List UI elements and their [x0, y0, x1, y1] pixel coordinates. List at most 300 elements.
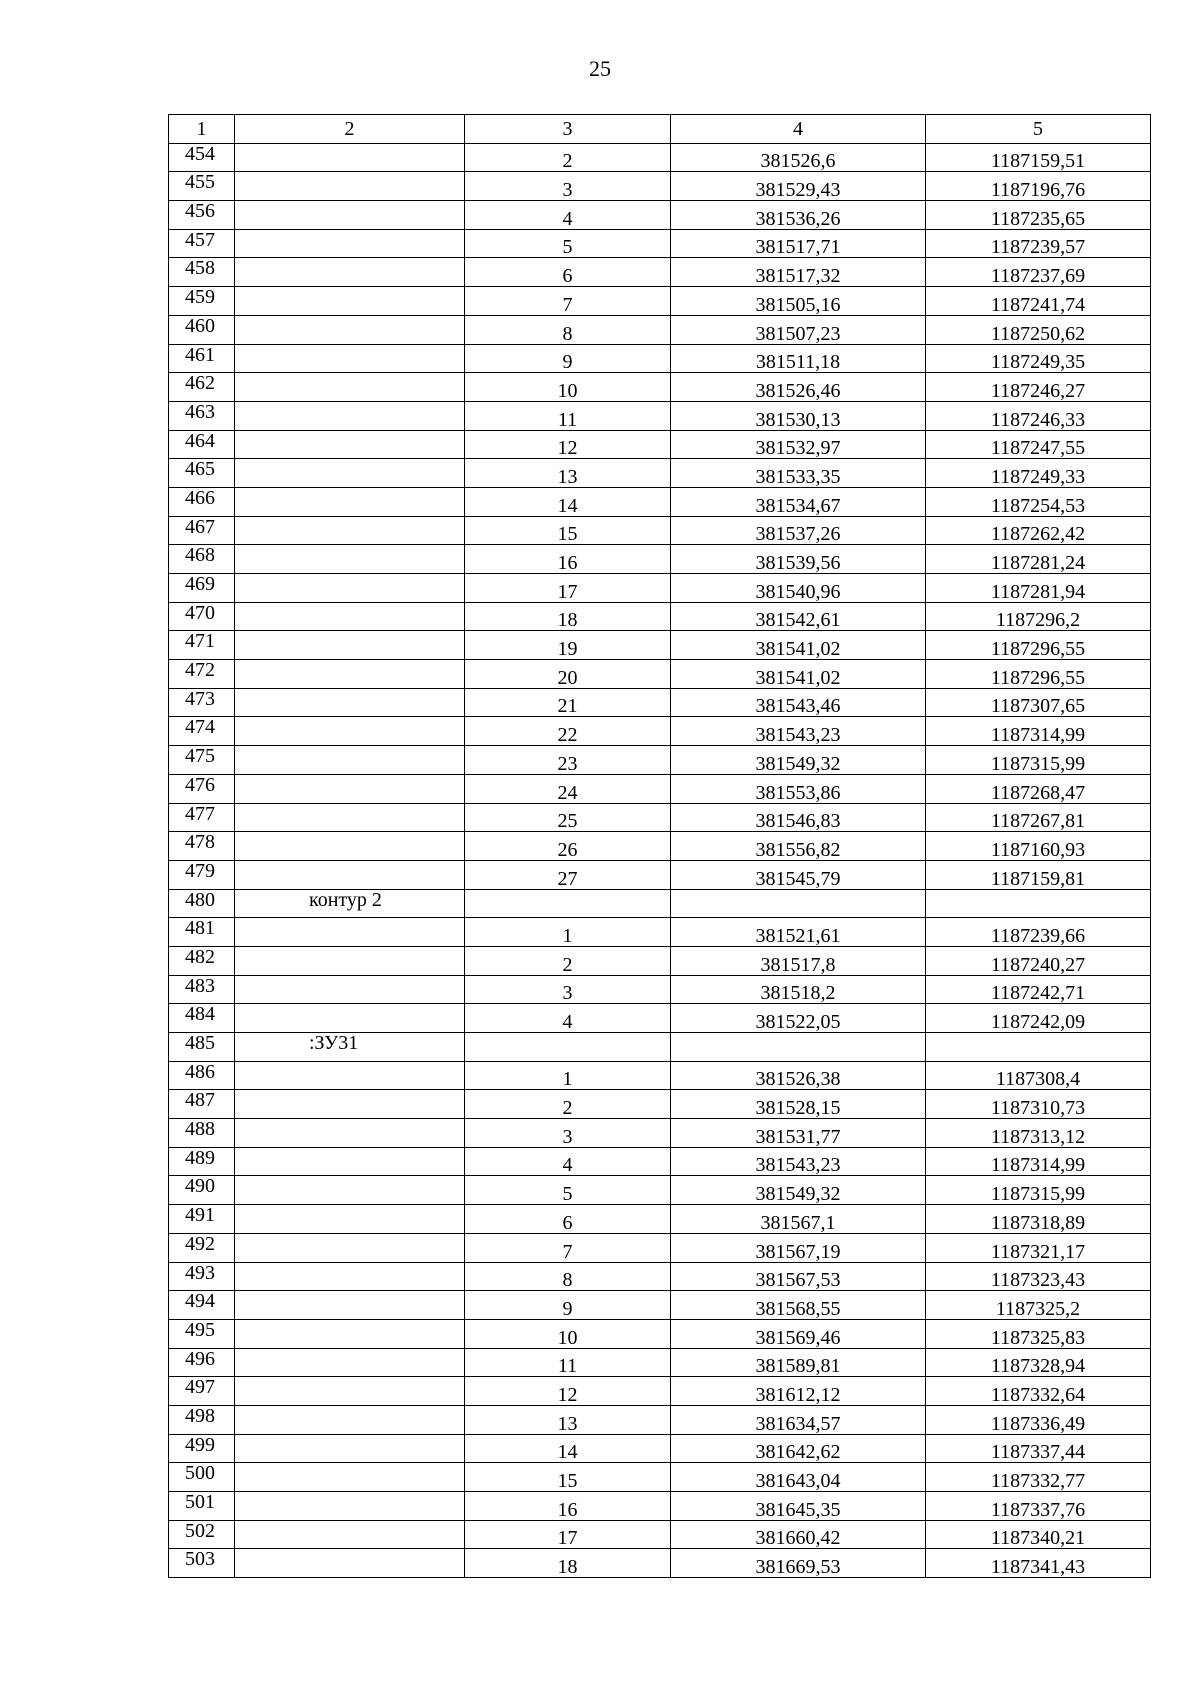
- object-label-cell: [235, 746, 465, 775]
- y-coordinate-cell: 1187239,66: [926, 918, 1151, 947]
- table-row: [169, 143, 1151, 172]
- object-label-cell: [235, 201, 465, 230]
- y-coordinate-cell: [926, 1033, 1151, 1062]
- y-coordinate-cell: 1187247,55: [926, 430, 1151, 459]
- column-header-2: 2: [235, 115, 465, 144]
- row-number-cell: 502: [169, 1520, 235, 1549]
- row-number-cell: 496: [169, 1348, 235, 1377]
- table-row: [169, 774, 1151, 803]
- x-coordinate-cell: 381528,15: [671, 1090, 926, 1119]
- y-coordinate-cell: 1187341,43: [926, 1549, 1151, 1578]
- point-number-cell: 12: [465, 430, 671, 459]
- x-coordinate-cell: [671, 889, 926, 918]
- table-row: [169, 516, 1151, 545]
- point-number-cell: 13: [465, 459, 671, 488]
- y-coordinate-cell: 1187308,4: [926, 1061, 1151, 1090]
- y-coordinate-cell: 1187296,55: [926, 631, 1151, 660]
- point-number-cell: 9: [465, 1291, 671, 1320]
- object-label-cell: :ЗУ31: [235, 1033, 465, 1062]
- table-row: [169, 545, 1151, 574]
- table-row: [169, 315, 1151, 344]
- y-coordinate-cell: 1187196,76: [926, 172, 1151, 201]
- table-row: [169, 1319, 1151, 1348]
- row-number-cell: 461: [169, 344, 235, 373]
- table-row: [169, 946, 1151, 975]
- table-row: [169, 1492, 1151, 1521]
- point-number-cell: 14: [465, 1434, 671, 1463]
- row-number-cell: 495: [169, 1319, 235, 1348]
- row-number-cell: 454: [169, 143, 235, 172]
- point-number-cell: 25: [465, 803, 671, 832]
- x-coordinate-cell: 381536,26: [671, 201, 926, 230]
- y-coordinate-cell: 1187332,77: [926, 1463, 1151, 1492]
- object-label-cell: [235, 430, 465, 459]
- point-number-cell: [465, 889, 671, 918]
- header-row: [169, 115, 1151, 144]
- point-number-cell: [465, 1033, 671, 1062]
- object-label-cell: [235, 401, 465, 430]
- x-coordinate-cell: 381507,23: [671, 315, 926, 344]
- row-number-cell: 478: [169, 832, 235, 861]
- row-number-cell: 467: [169, 516, 235, 545]
- row-number-cell: 457: [169, 229, 235, 258]
- row-number-cell: 493: [169, 1262, 235, 1291]
- row-number-cell: 498: [169, 1405, 235, 1434]
- table-row: [169, 832, 1151, 861]
- table-row: [169, 1348, 1151, 1377]
- column-header-3: 3: [465, 115, 671, 144]
- y-coordinate-cell: 1187246,33: [926, 401, 1151, 430]
- column-header-5: 5: [926, 115, 1151, 144]
- y-coordinate-cell: 1187328,94: [926, 1348, 1151, 1377]
- row-number-cell: 491: [169, 1205, 235, 1234]
- table-row: [169, 1205, 1151, 1234]
- point-number-cell: 17: [465, 1520, 671, 1549]
- row-number-cell: 480: [169, 889, 235, 918]
- row-number-cell: 460: [169, 315, 235, 344]
- object-label-cell: [235, 574, 465, 603]
- x-coordinate-cell: 381518,2: [671, 975, 926, 1004]
- y-coordinate-cell: 1187337,44: [926, 1434, 1151, 1463]
- object-label-cell: [235, 1463, 465, 1492]
- table-row: [169, 688, 1151, 717]
- table-row: [169, 1463, 1151, 1492]
- x-coordinate-cell: 381645,35: [671, 1492, 926, 1521]
- point-number-cell: 17: [465, 574, 671, 603]
- coordinates-table: [168, 114, 1151, 1578]
- object-label-cell: [235, 975, 465, 1004]
- row-number-cell: 503: [169, 1549, 235, 1578]
- row-number-cell: 492: [169, 1233, 235, 1262]
- x-coordinate-cell: 381541,02: [671, 660, 926, 689]
- table-row: [169, 574, 1151, 603]
- x-coordinate-cell: 381545,79: [671, 860, 926, 889]
- x-coordinate-cell: 381517,8: [671, 946, 926, 975]
- point-number-cell: 3: [465, 172, 671, 201]
- row-number-cell: 474: [169, 717, 235, 746]
- row-number-cell: 501: [169, 1492, 235, 1521]
- table-row: [169, 258, 1151, 287]
- object-label-cell: [235, 602, 465, 631]
- point-number-cell: 23: [465, 746, 671, 775]
- object-label-cell: [235, 832, 465, 861]
- row-number-cell: 475: [169, 746, 235, 775]
- table-body: [169, 143, 1151, 1577]
- x-coordinate-cell: 381634,57: [671, 1405, 926, 1434]
- point-number-cell: 24: [465, 774, 671, 803]
- object-label-cell: [235, 946, 465, 975]
- point-number-cell: 19: [465, 631, 671, 660]
- y-coordinate-cell: 1187296,2: [926, 602, 1151, 631]
- object-label-cell: [235, 1119, 465, 1148]
- row-number-cell: 479: [169, 860, 235, 889]
- object-label-cell: [235, 1262, 465, 1291]
- point-number-cell: 1: [465, 1061, 671, 1090]
- table-row: [169, 401, 1151, 430]
- object-label-cell: [235, 860, 465, 889]
- table-row: [169, 1233, 1151, 1262]
- x-coordinate-cell: 381556,82: [671, 832, 926, 861]
- table-row: [169, 201, 1151, 230]
- object-label-cell: [235, 1233, 465, 1262]
- object-label-cell: [235, 373, 465, 402]
- x-coordinate-cell: 381660,42: [671, 1520, 926, 1549]
- row-number-cell: 463: [169, 401, 235, 430]
- table-row: [169, 631, 1151, 660]
- table-row: [169, 430, 1151, 459]
- y-coordinate-cell: 1187242,71: [926, 975, 1151, 1004]
- object-label-cell: [235, 459, 465, 488]
- table-row: [169, 975, 1151, 1004]
- y-coordinate-cell: 1187239,57: [926, 229, 1151, 258]
- y-coordinate-cell: 1187332,64: [926, 1377, 1151, 1406]
- point-number-cell: 12: [465, 1377, 671, 1406]
- y-coordinate-cell: 1187268,47: [926, 774, 1151, 803]
- table-row: [169, 1061, 1151, 1090]
- table-row: [169, 1520, 1151, 1549]
- point-number-cell: 14: [465, 487, 671, 516]
- row-number-cell: 490: [169, 1176, 235, 1205]
- table-row: [169, 860, 1151, 889]
- table-row: [169, 746, 1151, 775]
- row-number-cell: 481: [169, 918, 235, 947]
- row-number-cell: 489: [169, 1147, 235, 1176]
- row-number-cell: 458: [169, 258, 235, 287]
- object-label-cell: [235, 258, 465, 287]
- point-number-cell: 16: [465, 1492, 671, 1521]
- point-number-cell: 4: [465, 1147, 671, 1176]
- row-number-cell: 456: [169, 201, 235, 230]
- object-label-cell: [235, 1205, 465, 1234]
- object-label-cell: [235, 1061, 465, 1090]
- y-coordinate-cell: 1187250,62: [926, 315, 1151, 344]
- object-label-cell: [235, 688, 465, 717]
- point-number-cell: 4: [465, 1004, 671, 1033]
- point-number-cell: 15: [465, 516, 671, 545]
- point-number-cell: 5: [465, 1176, 671, 1205]
- table-row: [169, 287, 1151, 316]
- y-coordinate-cell: 1187160,93: [926, 832, 1151, 861]
- object-label-cell: [235, 918, 465, 947]
- table-row: [169, 1405, 1151, 1434]
- point-number-cell: 16: [465, 545, 671, 574]
- row-number-cell: 483: [169, 975, 235, 1004]
- row-number-cell: 465: [169, 459, 235, 488]
- x-coordinate-cell: 381553,86: [671, 774, 926, 803]
- y-coordinate-cell: 1187296,55: [926, 660, 1151, 689]
- row-number-cell: 466: [169, 487, 235, 516]
- x-coordinate-cell: 381549,32: [671, 746, 926, 775]
- object-label-cell: [235, 1434, 465, 1463]
- x-coordinate-cell: [671, 1033, 926, 1062]
- x-coordinate-cell: 381569,46: [671, 1319, 926, 1348]
- x-coordinate-cell: 381517,71: [671, 229, 926, 258]
- table-row: [169, 1434, 1151, 1463]
- point-number-cell: 8: [465, 1262, 671, 1291]
- x-coordinate-cell: 381669,53: [671, 1549, 926, 1578]
- table-row: [169, 660, 1151, 689]
- row-number-cell: 464: [169, 430, 235, 459]
- row-number-cell: 468: [169, 545, 235, 574]
- y-coordinate-cell: 1187159,51: [926, 143, 1151, 172]
- point-number-cell: 1: [465, 918, 671, 947]
- row-number-cell: 470: [169, 602, 235, 631]
- row-number-cell: 485: [169, 1033, 235, 1062]
- x-coordinate-cell: 381543,23: [671, 717, 926, 746]
- x-coordinate-cell: 381534,67: [671, 487, 926, 516]
- x-coordinate-cell: 381541,02: [671, 631, 926, 660]
- y-coordinate-cell: 1187281,94: [926, 574, 1151, 603]
- point-number-cell: 6: [465, 258, 671, 287]
- row-number-cell: 469: [169, 574, 235, 603]
- object-label-cell: [235, 1147, 465, 1176]
- point-number-cell: 7: [465, 1233, 671, 1262]
- object-label-cell: [235, 344, 465, 373]
- object-label-cell: [235, 774, 465, 803]
- object-label-cell: [235, 1549, 465, 1578]
- point-number-cell: 13: [465, 1405, 671, 1434]
- object-label-cell: [235, 487, 465, 516]
- row-number-cell: 497: [169, 1377, 235, 1406]
- x-coordinate-cell: 381530,13: [671, 401, 926, 430]
- point-number-cell: 18: [465, 1549, 671, 1578]
- row-number-cell: 455: [169, 172, 235, 201]
- x-coordinate-cell: 381542,61: [671, 602, 926, 631]
- x-coordinate-cell: 381522,05: [671, 1004, 926, 1033]
- point-number-cell: 8: [465, 315, 671, 344]
- object-label-cell: [235, 172, 465, 201]
- x-coordinate-cell: 381643,04: [671, 1463, 926, 1492]
- column-header-1: 1: [169, 115, 235, 144]
- y-coordinate-cell: 1187249,35: [926, 344, 1151, 373]
- table-row: [169, 602, 1151, 631]
- x-coordinate-cell: 381543,23: [671, 1147, 926, 1176]
- table-row: [169, 1033, 1151, 1062]
- y-coordinate-cell: 1187313,12: [926, 1119, 1151, 1148]
- y-coordinate-cell: 1187318,89: [926, 1205, 1151, 1234]
- y-coordinate-cell: 1187314,99: [926, 1147, 1151, 1176]
- y-coordinate-cell: 1187242,09: [926, 1004, 1151, 1033]
- point-number-cell: 7: [465, 287, 671, 316]
- x-coordinate-cell: 381505,16: [671, 287, 926, 316]
- point-number-cell: 2: [465, 143, 671, 172]
- point-number-cell: 9: [465, 344, 671, 373]
- x-coordinate-cell: 381642,62: [671, 1434, 926, 1463]
- object-label-cell: [235, 1291, 465, 1320]
- row-number-cell: 477: [169, 803, 235, 832]
- object-label-cell: [235, 315, 465, 344]
- x-coordinate-cell: 381517,32: [671, 258, 926, 287]
- y-coordinate-cell: 1187315,99: [926, 1176, 1151, 1205]
- table-header: [169, 115, 1151, 144]
- table-row: [169, 344, 1151, 373]
- point-number-cell: 21: [465, 688, 671, 717]
- point-number-cell: 11: [465, 401, 671, 430]
- row-number-cell: 462: [169, 373, 235, 402]
- object-label-cell: контур 2: [235, 889, 465, 918]
- point-number-cell: 20: [465, 660, 671, 689]
- object-label-cell: [235, 631, 465, 660]
- x-coordinate-cell: 381526,46: [671, 373, 926, 402]
- table-row: [169, 487, 1151, 516]
- y-coordinate-cell: 1187336,49: [926, 1405, 1151, 1434]
- row-number-cell: 487: [169, 1090, 235, 1119]
- row-number-cell: 486: [169, 1061, 235, 1090]
- y-coordinate-cell: 1187314,99: [926, 717, 1151, 746]
- table-row: [169, 1004, 1151, 1033]
- x-coordinate-cell: 381546,83: [671, 803, 926, 832]
- y-coordinate-cell: 1187246,27: [926, 373, 1151, 402]
- table-row: [169, 373, 1151, 402]
- y-coordinate-cell: 1187325,83: [926, 1319, 1151, 1348]
- row-number-cell: 473: [169, 688, 235, 717]
- table-row: [169, 803, 1151, 832]
- y-coordinate-cell: 1187235,65: [926, 201, 1151, 230]
- row-number-cell: 500: [169, 1463, 235, 1492]
- table-row: [169, 1377, 1151, 1406]
- row-number-cell: 472: [169, 660, 235, 689]
- y-coordinate-cell: 1187159,81: [926, 860, 1151, 889]
- x-coordinate-cell: 381521,61: [671, 918, 926, 947]
- row-number-cell: 482: [169, 946, 235, 975]
- table-row: [169, 229, 1151, 258]
- table-row: [169, 1291, 1151, 1320]
- table-row: [169, 1176, 1151, 1205]
- point-number-cell: 18: [465, 602, 671, 631]
- x-coordinate-cell: 381543,46: [671, 688, 926, 717]
- point-number-cell: 22: [465, 717, 671, 746]
- object-label-cell: [235, 1090, 465, 1119]
- x-coordinate-cell: 381526,38: [671, 1061, 926, 1090]
- y-coordinate-cell: 1187281,24: [926, 545, 1151, 574]
- x-coordinate-cell: 381526,6: [671, 143, 926, 172]
- object-label-cell: [235, 803, 465, 832]
- y-coordinate-cell: 1187254,53: [926, 487, 1151, 516]
- point-number-cell: 15: [465, 1463, 671, 1492]
- table-row: [169, 717, 1151, 746]
- y-coordinate-cell: 1187241,74: [926, 287, 1151, 316]
- object-label-cell: [235, 143, 465, 172]
- y-coordinate-cell: 1187315,99: [926, 746, 1151, 775]
- y-coordinate-cell: 1187325,2: [926, 1291, 1151, 1320]
- table-row: [169, 1119, 1151, 1148]
- point-number-cell: 4: [465, 201, 671, 230]
- y-coordinate-cell: 1187240,27: [926, 946, 1151, 975]
- point-number-cell: 27: [465, 860, 671, 889]
- x-coordinate-cell: 381532,97: [671, 430, 926, 459]
- point-number-cell: 3: [465, 975, 671, 1004]
- y-coordinate-cell: 1187323,43: [926, 1262, 1151, 1291]
- point-number-cell: 26: [465, 832, 671, 861]
- x-coordinate-cell: 381568,55: [671, 1291, 926, 1320]
- page-number: 25: [589, 56, 611, 81]
- object-label-cell: [235, 229, 465, 258]
- object-label-cell: [235, 1405, 465, 1434]
- x-coordinate-cell: 381540,96: [671, 574, 926, 603]
- row-number-cell: 471: [169, 631, 235, 660]
- x-coordinate-cell: 381567,1: [671, 1205, 926, 1234]
- object-label-cell: [235, 660, 465, 689]
- x-coordinate-cell: 381533,35: [671, 459, 926, 488]
- object-label-cell: [235, 1348, 465, 1377]
- y-coordinate-cell: 1187340,21: [926, 1520, 1151, 1549]
- y-coordinate-cell: 1187267,81: [926, 803, 1151, 832]
- x-coordinate-cell: 381537,26: [671, 516, 926, 545]
- x-coordinate-cell: 381531,77: [671, 1119, 926, 1148]
- x-coordinate-cell: 381529,43: [671, 172, 926, 201]
- y-coordinate-cell: [926, 889, 1151, 918]
- x-coordinate-cell: 381612,12: [671, 1377, 926, 1406]
- row-number-cell: 488: [169, 1119, 235, 1148]
- table-row: [169, 1262, 1151, 1291]
- object-label-cell: [235, 1492, 465, 1521]
- point-number-cell: 6: [465, 1205, 671, 1234]
- table-row: [169, 1147, 1151, 1176]
- x-coordinate-cell: 381567,19: [671, 1233, 926, 1262]
- point-number-cell: 10: [465, 1319, 671, 1348]
- object-label-cell: [235, 1004, 465, 1033]
- x-coordinate-cell: 381511,18: [671, 344, 926, 373]
- point-number-cell: 5: [465, 229, 671, 258]
- y-coordinate-cell: 1187321,17: [926, 1233, 1151, 1262]
- row-number-cell: 476: [169, 774, 235, 803]
- object-label-cell: [235, 717, 465, 746]
- point-number-cell: 10: [465, 373, 671, 402]
- table-row: [169, 889, 1151, 918]
- y-coordinate-cell: 1187237,69: [926, 258, 1151, 287]
- table-row: [169, 1090, 1151, 1119]
- row-number-cell: 494: [169, 1291, 235, 1320]
- y-coordinate-cell: 1187262,42: [926, 516, 1151, 545]
- point-number-cell: 2: [465, 1090, 671, 1119]
- x-coordinate-cell: 381589,81: [671, 1348, 926, 1377]
- row-number-cell: 484: [169, 1004, 235, 1033]
- object-label-cell: [235, 1176, 465, 1205]
- object-label-cell: [235, 1319, 465, 1348]
- point-number-cell: 3: [465, 1119, 671, 1148]
- y-coordinate-cell: 1187337,76: [926, 1492, 1151, 1521]
- table-row: [169, 918, 1151, 947]
- point-number-cell: 11: [465, 1348, 671, 1377]
- object-label-cell: [235, 1377, 465, 1406]
- point-number-cell: 2: [465, 946, 671, 975]
- object-label-cell: [235, 545, 465, 574]
- object-label-cell: [235, 1520, 465, 1549]
- object-label-cell: [235, 516, 465, 545]
- y-coordinate-cell: 1187310,73: [926, 1090, 1151, 1119]
- table-row: [169, 1549, 1151, 1578]
- y-coordinate-cell: 1187249,33: [926, 459, 1151, 488]
